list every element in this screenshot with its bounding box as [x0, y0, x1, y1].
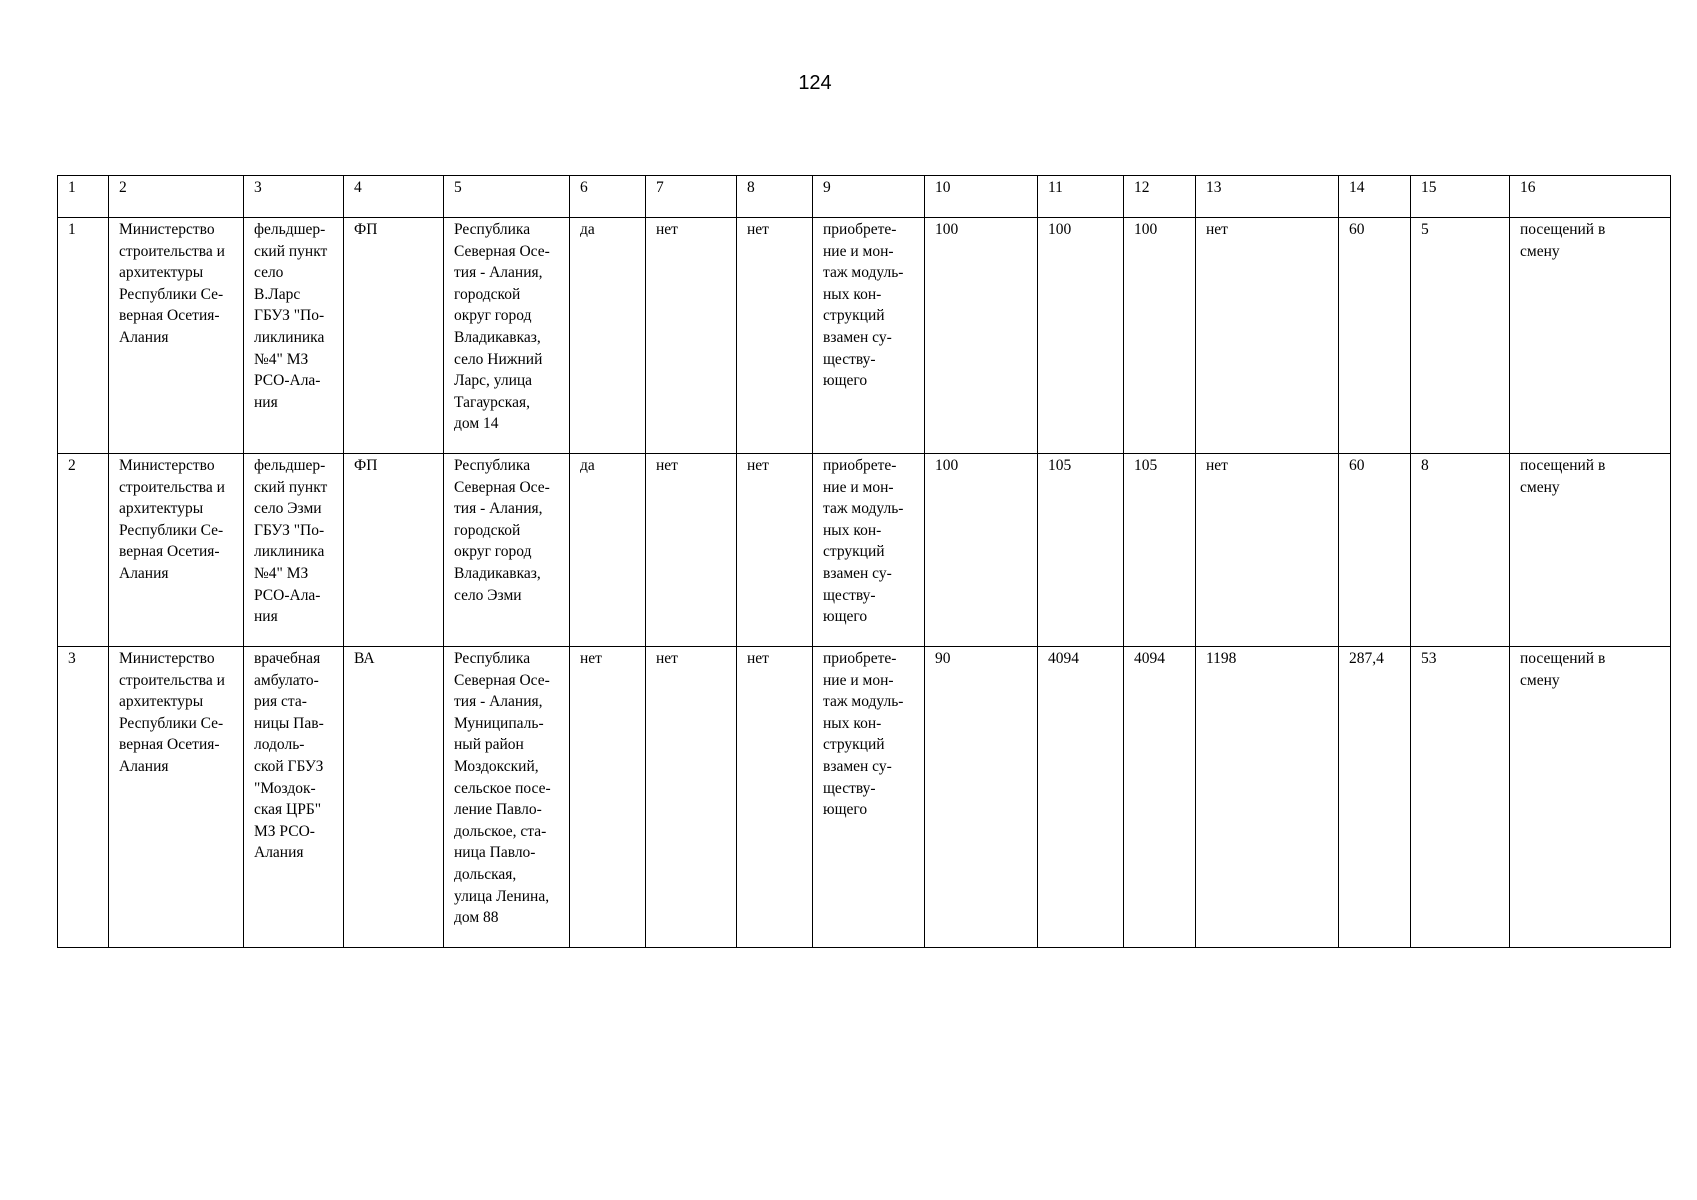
cell-line: ществу- — [823, 350, 876, 368]
header-cell: 3 — [244, 176, 344, 218]
header-cell: 15 — [1411, 176, 1510, 218]
header-cell: 2 — [109, 176, 244, 218]
col8-cell: нет — [737, 454, 813, 647]
cell-line: ния — [254, 608, 278, 626]
cell-line: №4" МЗ — [254, 350, 309, 368]
cell-line: Республика — [454, 650, 531, 667]
data-table — [57, 175, 1671, 948]
cell-line: ющего — [823, 608, 868, 626]
col10-cell: 100 — [925, 454, 1038, 647]
header-cell: 10 — [925, 176, 1038, 218]
col14-cell: 60 — [1339, 454, 1411, 647]
col12-cell: 4094 — [1124, 647, 1196, 948]
cell-line: строительства и — [119, 671, 225, 689]
col10-cell: 90 — [925, 647, 1038, 948]
row-number-cell: 3 — [58, 647, 109, 948]
facility-name-cell — [244, 647, 344, 948]
cell-line: верная Осетия- — [119, 543, 220, 561]
cell-line: село Эзми — [254, 500, 322, 518]
cell-line: ницы Пав- — [254, 714, 324, 732]
cell-line: смену — [1520, 478, 1560, 496]
cell-line: Алания — [119, 757, 169, 775]
col12-cell: 105 — [1124, 454, 1196, 647]
cell-line: сельское посе- — [454, 779, 551, 797]
cell-line: Тагаурская, — [454, 393, 530, 411]
cell-line: взамен су- — [823, 328, 892, 346]
cell-line: приобрете- — [823, 650, 897, 667]
header-cell: 14 — [1339, 176, 1411, 218]
agency-cell — [109, 647, 244, 948]
col11-cell: 105 — [1038, 454, 1124, 647]
cell-line: ющего — [823, 801, 868, 819]
cell-line: ница Павло- — [454, 844, 536, 862]
cell-line: Министерство — [119, 457, 215, 474]
cell-line: таж модуль- — [823, 264, 904, 282]
row-number-cell: 2 — [58, 454, 109, 647]
address-cell — [444, 218, 570, 454]
cell-line: тия - Алания, — [454, 693, 543, 711]
col8-cell: нет — [737, 218, 813, 454]
cell-line: архитектуры — [119, 500, 204, 518]
page-number: 124 — [798, 72, 832, 94]
cell-line: ния — [254, 393, 278, 411]
cell-line: В.Ларс — [254, 285, 301, 303]
cell-line: дом 14 — [454, 415, 499, 433]
col13-cell: 1198 — [1196, 647, 1339, 948]
cell-line: струкций — [823, 307, 885, 325]
col14-cell: 287,4 — [1339, 647, 1411, 948]
cell-line: верная Осетия- — [119, 307, 220, 325]
cell-line: Муниципаль- — [454, 714, 544, 732]
col12-cell: 100 — [1124, 218, 1196, 454]
col11-cell: 4094 — [1038, 647, 1124, 948]
col15-cell: 53 — [1411, 647, 1510, 948]
col13-cell: нет — [1196, 454, 1339, 647]
col7-cell: нет — [646, 454, 737, 647]
row-number-cell: 1 — [58, 218, 109, 454]
col6-cell: да — [570, 454, 646, 647]
cell-line: село — [254, 264, 284, 282]
col13-cell: нет — [1196, 218, 1339, 454]
cell-line: дом 88 — [454, 909, 499, 927]
col6-cell: нет — [570, 647, 646, 948]
cell-line: тия - Алания, — [454, 500, 543, 518]
cell-line: посещений в — [1520, 457, 1606, 474]
cell-line: строительства и — [119, 242, 225, 260]
cell-line: "Моздок- — [254, 779, 316, 797]
col8-cell: нет — [737, 647, 813, 948]
header-cell: 6 — [570, 176, 646, 218]
work-type-cell — [813, 647, 925, 948]
cell-line: Северная Осе- — [454, 242, 550, 260]
cell-line: ный район — [454, 736, 524, 754]
cell-line: лодоль- — [254, 736, 305, 754]
cell-line: городской — [454, 285, 521, 303]
table-header-row — [58, 176, 1671, 218]
table-row — [58, 454, 1671, 647]
cell-line: округ город — [454, 307, 532, 325]
header-cell: 1 — [58, 176, 109, 218]
cell-line: ский пункт — [254, 478, 328, 496]
cell-line: Ларс, улица — [454, 372, 533, 390]
cell-line: таж модуль- — [823, 693, 904, 711]
header-cell: 4 — [344, 176, 444, 218]
cell-line: амбулато- — [254, 671, 319, 689]
cell-line: Министерство — [119, 650, 215, 667]
cell-line: ющего — [823, 372, 868, 390]
cell-line: архитектуры — [119, 264, 204, 282]
cell-line: ликлиника — [254, 328, 325, 346]
capacity-unit-cell — [1510, 454, 1671, 647]
cell-line: строительства и — [119, 478, 225, 496]
cell-line: Республика — [454, 221, 531, 238]
col11-cell: 100 — [1038, 218, 1124, 454]
cell-line: дольское, ста- — [454, 822, 547, 840]
cell-line: Алания — [254, 844, 304, 862]
capacity-unit-cell — [1510, 647, 1671, 948]
col15-cell: 8 — [1411, 454, 1510, 647]
cell-line: Республики Се- — [119, 714, 224, 732]
cell-line: смену — [1520, 671, 1560, 689]
header-cell: 13 — [1196, 176, 1339, 218]
facility-name-cell — [244, 454, 344, 647]
cell-line: ГБУЗ "По- — [254, 521, 325, 539]
cell-line: Алания — [119, 328, 169, 346]
cell-line: взамен су- — [823, 564, 892, 582]
header-cell: 5 — [444, 176, 570, 218]
cell-line: смену — [1520, 242, 1560, 260]
agency-cell — [109, 218, 244, 454]
cell-line: посещений в — [1520, 650, 1606, 667]
cell-line: дольская, — [454, 865, 517, 883]
address-cell — [444, 454, 570, 647]
cell-line: ликлиника — [254, 543, 325, 561]
col10-cell: 100 — [925, 218, 1038, 454]
cell-line: ГБУЗ "По- — [254, 307, 325, 325]
cell-line: фельдшер- — [254, 457, 326, 474]
cell-line: ние и мон- — [823, 671, 894, 689]
header-cell: 16 — [1510, 176, 1671, 218]
cell-line: №4" МЗ — [254, 564, 309, 582]
header-cell: 8 — [737, 176, 813, 218]
cell-line: ществу- — [823, 779, 876, 797]
cell-line: улица Ленина, — [454, 887, 550, 905]
header-cell: 9 — [813, 176, 925, 218]
cell-line: Алания — [119, 564, 169, 582]
work-type-cell — [813, 454, 925, 647]
cell-line: село Эзми — [454, 586, 522, 604]
cell-line: Северная Осе- — [454, 478, 550, 496]
cell-line: архитектуры — [119, 693, 204, 711]
cell-line: приобрете- — [823, 457, 897, 474]
cell-line: Владикавказ, — [454, 564, 541, 582]
cell-line: Моздокский, — [454, 757, 539, 775]
cell-line: РСО-Ала- — [254, 372, 321, 390]
cell-line: округ город — [454, 543, 532, 561]
cell-line: ществу- — [823, 586, 876, 604]
cell-line: взамен су- — [823, 757, 892, 775]
cell-line: фельдшер- — [254, 221, 326, 238]
col14-cell: 60 — [1339, 218, 1411, 454]
cell-line: ных кон- — [823, 521, 882, 539]
table-row — [58, 218, 1671, 454]
col15-cell: 5 — [1411, 218, 1510, 454]
cell-line: РСО-Ала- — [254, 586, 321, 604]
table-row — [58, 647, 1671, 948]
facility-type-cell: ВА — [344, 647, 444, 948]
cell-line: ление Павло- — [454, 801, 542, 819]
facility-name-cell — [244, 218, 344, 454]
header-cell: 7 — [646, 176, 737, 218]
cell-line: таж модуль- — [823, 500, 904, 518]
work-type-cell — [813, 218, 925, 454]
cell-line: струкций — [823, 736, 885, 754]
cell-line: Республика — [454, 457, 531, 474]
cell-line: МЗ РСО- — [254, 822, 315, 840]
cell-line: городской — [454, 521, 521, 539]
cell-line: Северная Осе- — [454, 671, 550, 689]
facility-type-cell: ФП — [344, 218, 444, 454]
cell-line: ский пункт — [254, 242, 328, 260]
cell-line: ние и мон- — [823, 478, 894, 496]
cell-line: посещений в — [1520, 221, 1606, 238]
cell-line: струкций — [823, 543, 885, 561]
col7-cell: нет — [646, 218, 737, 454]
cell-line: село Нижний — [454, 350, 543, 368]
address-cell — [444, 647, 570, 948]
cell-line: верная Осетия- — [119, 736, 220, 754]
capacity-unit-cell — [1510, 218, 1671, 454]
cell-line: ской ГБУЗ — [254, 757, 324, 775]
cell-line: тия - Алания, — [454, 264, 543, 282]
cell-line: ская ЦРБ" — [254, 801, 322, 819]
cell-line: врачебная — [254, 650, 321, 667]
col7-cell: нет — [646, 647, 737, 948]
cell-line: Республики Се- — [119, 521, 224, 539]
cell-line: ных кон- — [823, 714, 882, 732]
cell-line: Владикавказ, — [454, 328, 541, 346]
cell-line: ных кон- — [823, 285, 882, 303]
header-cell: 11 — [1038, 176, 1124, 218]
col6-cell: да — [570, 218, 646, 454]
cell-line: Республики Се- — [119, 285, 224, 303]
facility-type-cell: ФП — [344, 454, 444, 647]
cell-line: приобрете- — [823, 221, 897, 238]
cell-line: рия ста- — [254, 693, 307, 711]
cell-line: ние и мон- — [823, 242, 894, 260]
header-cell: 12 — [1124, 176, 1196, 218]
agency-cell — [109, 454, 244, 647]
cell-line: Министерство — [119, 221, 215, 238]
